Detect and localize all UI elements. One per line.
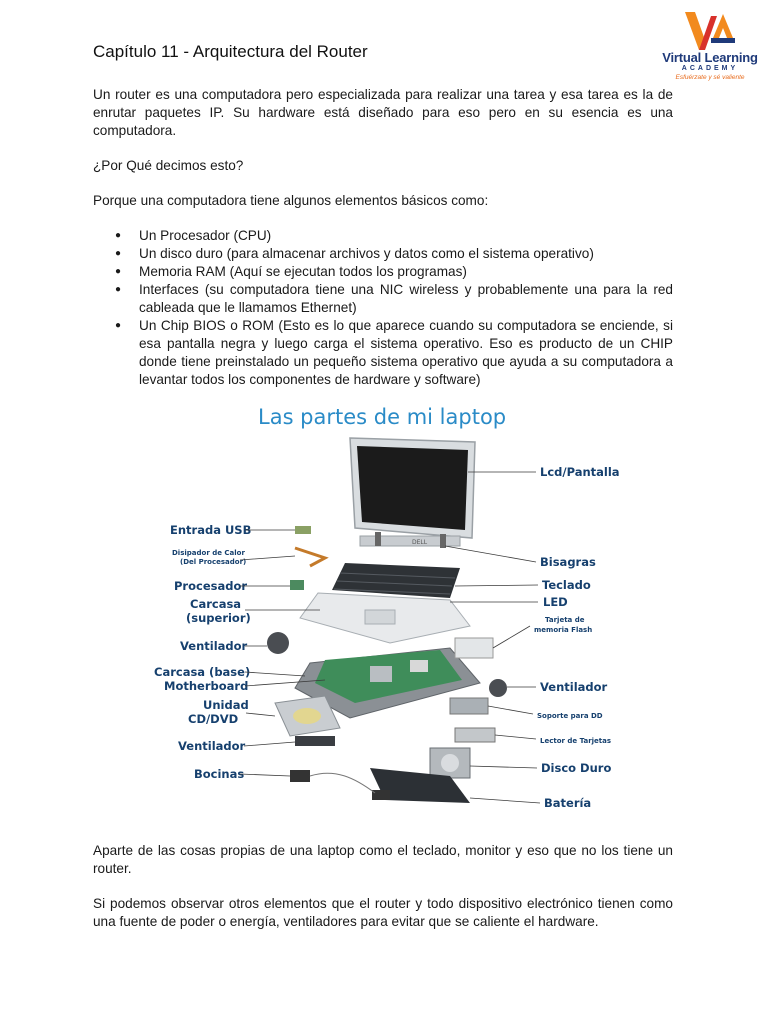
label-topcase-sub: (superior) (186, 611, 251, 625)
label-lcd: Lcd/Pantalla (540, 465, 620, 479)
label-base: Carcasa (base) (154, 665, 251, 679)
fan-lower (295, 736, 335, 746)
heatsink (295, 548, 325, 566)
list-item: ● Un Procesador (CPU) (93, 227, 673, 245)
label-led: LED (543, 595, 568, 609)
label-fan: Ventilador (180, 639, 248, 653)
list-item: ● Interfaces (su computadora tiene una NIC wireless y probablemente una para la red cableada que le llamamos Ethernet) (93, 281, 673, 317)
lower-text (93, 842, 673, 931)
laptop-parts-figure (150, 398, 620, 824)
processor-chip (290, 580, 304, 590)
component-list (93, 227, 673, 389)
main-text (93, 86, 673, 389)
label-fan-2: Ventilador (178, 739, 246, 753)
label-fan-right: Ventilador (540, 680, 608, 694)
label-flash-sub: memoria Flash (534, 626, 593, 634)
logo-name: Virtual Learning (662, 50, 758, 65)
logo-tagline: Esfuérzate y sé valiente (675, 74, 745, 81)
lcd-screen (350, 438, 475, 546)
flash-card (455, 638, 493, 658)
label-processor: Procesador (174, 579, 248, 593)
lead-paragraph: Porque una computadora tiene algunos elementos básicos como: (93, 193, 489, 208)
label-card-reader: Lector de Tarjetas (540, 737, 612, 745)
list-item: ● Un Chip BIOS o ROM (Esto es lo que aparece cuando su computadora se enciende, si esa pantalla negra y luego carga el sistema operativo. Eso es producto de un CHIP donde tiene preinstalado un pequeño sistema operativo que ayuda a su computadora a levantar todos los componentes de hardware y software) (93, 317, 673, 389)
fan-right (489, 679, 507, 697)
label-motherboard: Motherboard (164, 679, 249, 693)
after-figure-paragraph: Aparte de las cosas propias de una laptop como el teclado, monitor y eso que no los tiene un router. (93, 843, 673, 876)
label-drive: Unidad (203, 698, 249, 712)
keyboard (332, 563, 460, 598)
label-keyboard: Teclado (542, 578, 591, 592)
label-flash: Tarjeta de (545, 616, 585, 624)
fan-left (267, 632, 289, 654)
intro-paragraph: Un router es una computadora pero especializada para realizar una tarea y esa tarea es la de enrutar paquetes IP. Su hardware está diseñado para eso pero en su esencia es una computadora. (93, 87, 673, 138)
page-title: Capítulo 11 - Arquitectura del Router (93, 42, 368, 61)
list-item: ● Memoria RAM (Aquí se ejecutan todos los programas) (93, 263, 673, 281)
label-speakers: Bocinas (194, 767, 245, 781)
top-case (300, 593, 470, 643)
label-hinges: Bisagras (540, 555, 596, 569)
usb-board (295, 526, 311, 534)
vla-logo-icon (683, 10, 737, 52)
dell-logo: DELL (412, 539, 428, 546)
hard-disk (430, 748, 470, 778)
label-topcase: Carcasa (190, 597, 242, 611)
last-paragraph: Si podemos observar otros elementos que el router y todo dispositivo electrónico tienen como una fuente de poder o energía, ventiladores para evitar que se caliente el hardware. (93, 896, 673, 929)
label-heatsink: Disipador de Calor (172, 549, 245, 557)
label-hdd: Disco Duro (541, 761, 612, 775)
list-item: ● Un disco duro (para almacenar archivos y datos como el sistema operativo) (93, 245, 673, 263)
label-heatsink-sub: (Del Procesador) (180, 558, 247, 566)
question-paragraph: ¿Por Qué decimos esto? (93, 158, 244, 173)
right-labels (534, 465, 620, 810)
laptop-exploded-diagram (150, 398, 620, 824)
label-battery: Batería (544, 796, 592, 810)
label-drive-sub: CD/DVD (188, 712, 239, 726)
logo-subtitle: ACADEMY (681, 65, 739, 72)
left-labels (154, 523, 251, 781)
label-usb: Entrada USB (170, 523, 252, 537)
label-hdd-bracket: Soporte para DD (537, 712, 603, 720)
card-reader (455, 728, 495, 742)
hdd-bracket (450, 698, 488, 714)
figure-title: Las partes de mi laptop (258, 405, 507, 429)
academy-logo (655, 10, 765, 82)
